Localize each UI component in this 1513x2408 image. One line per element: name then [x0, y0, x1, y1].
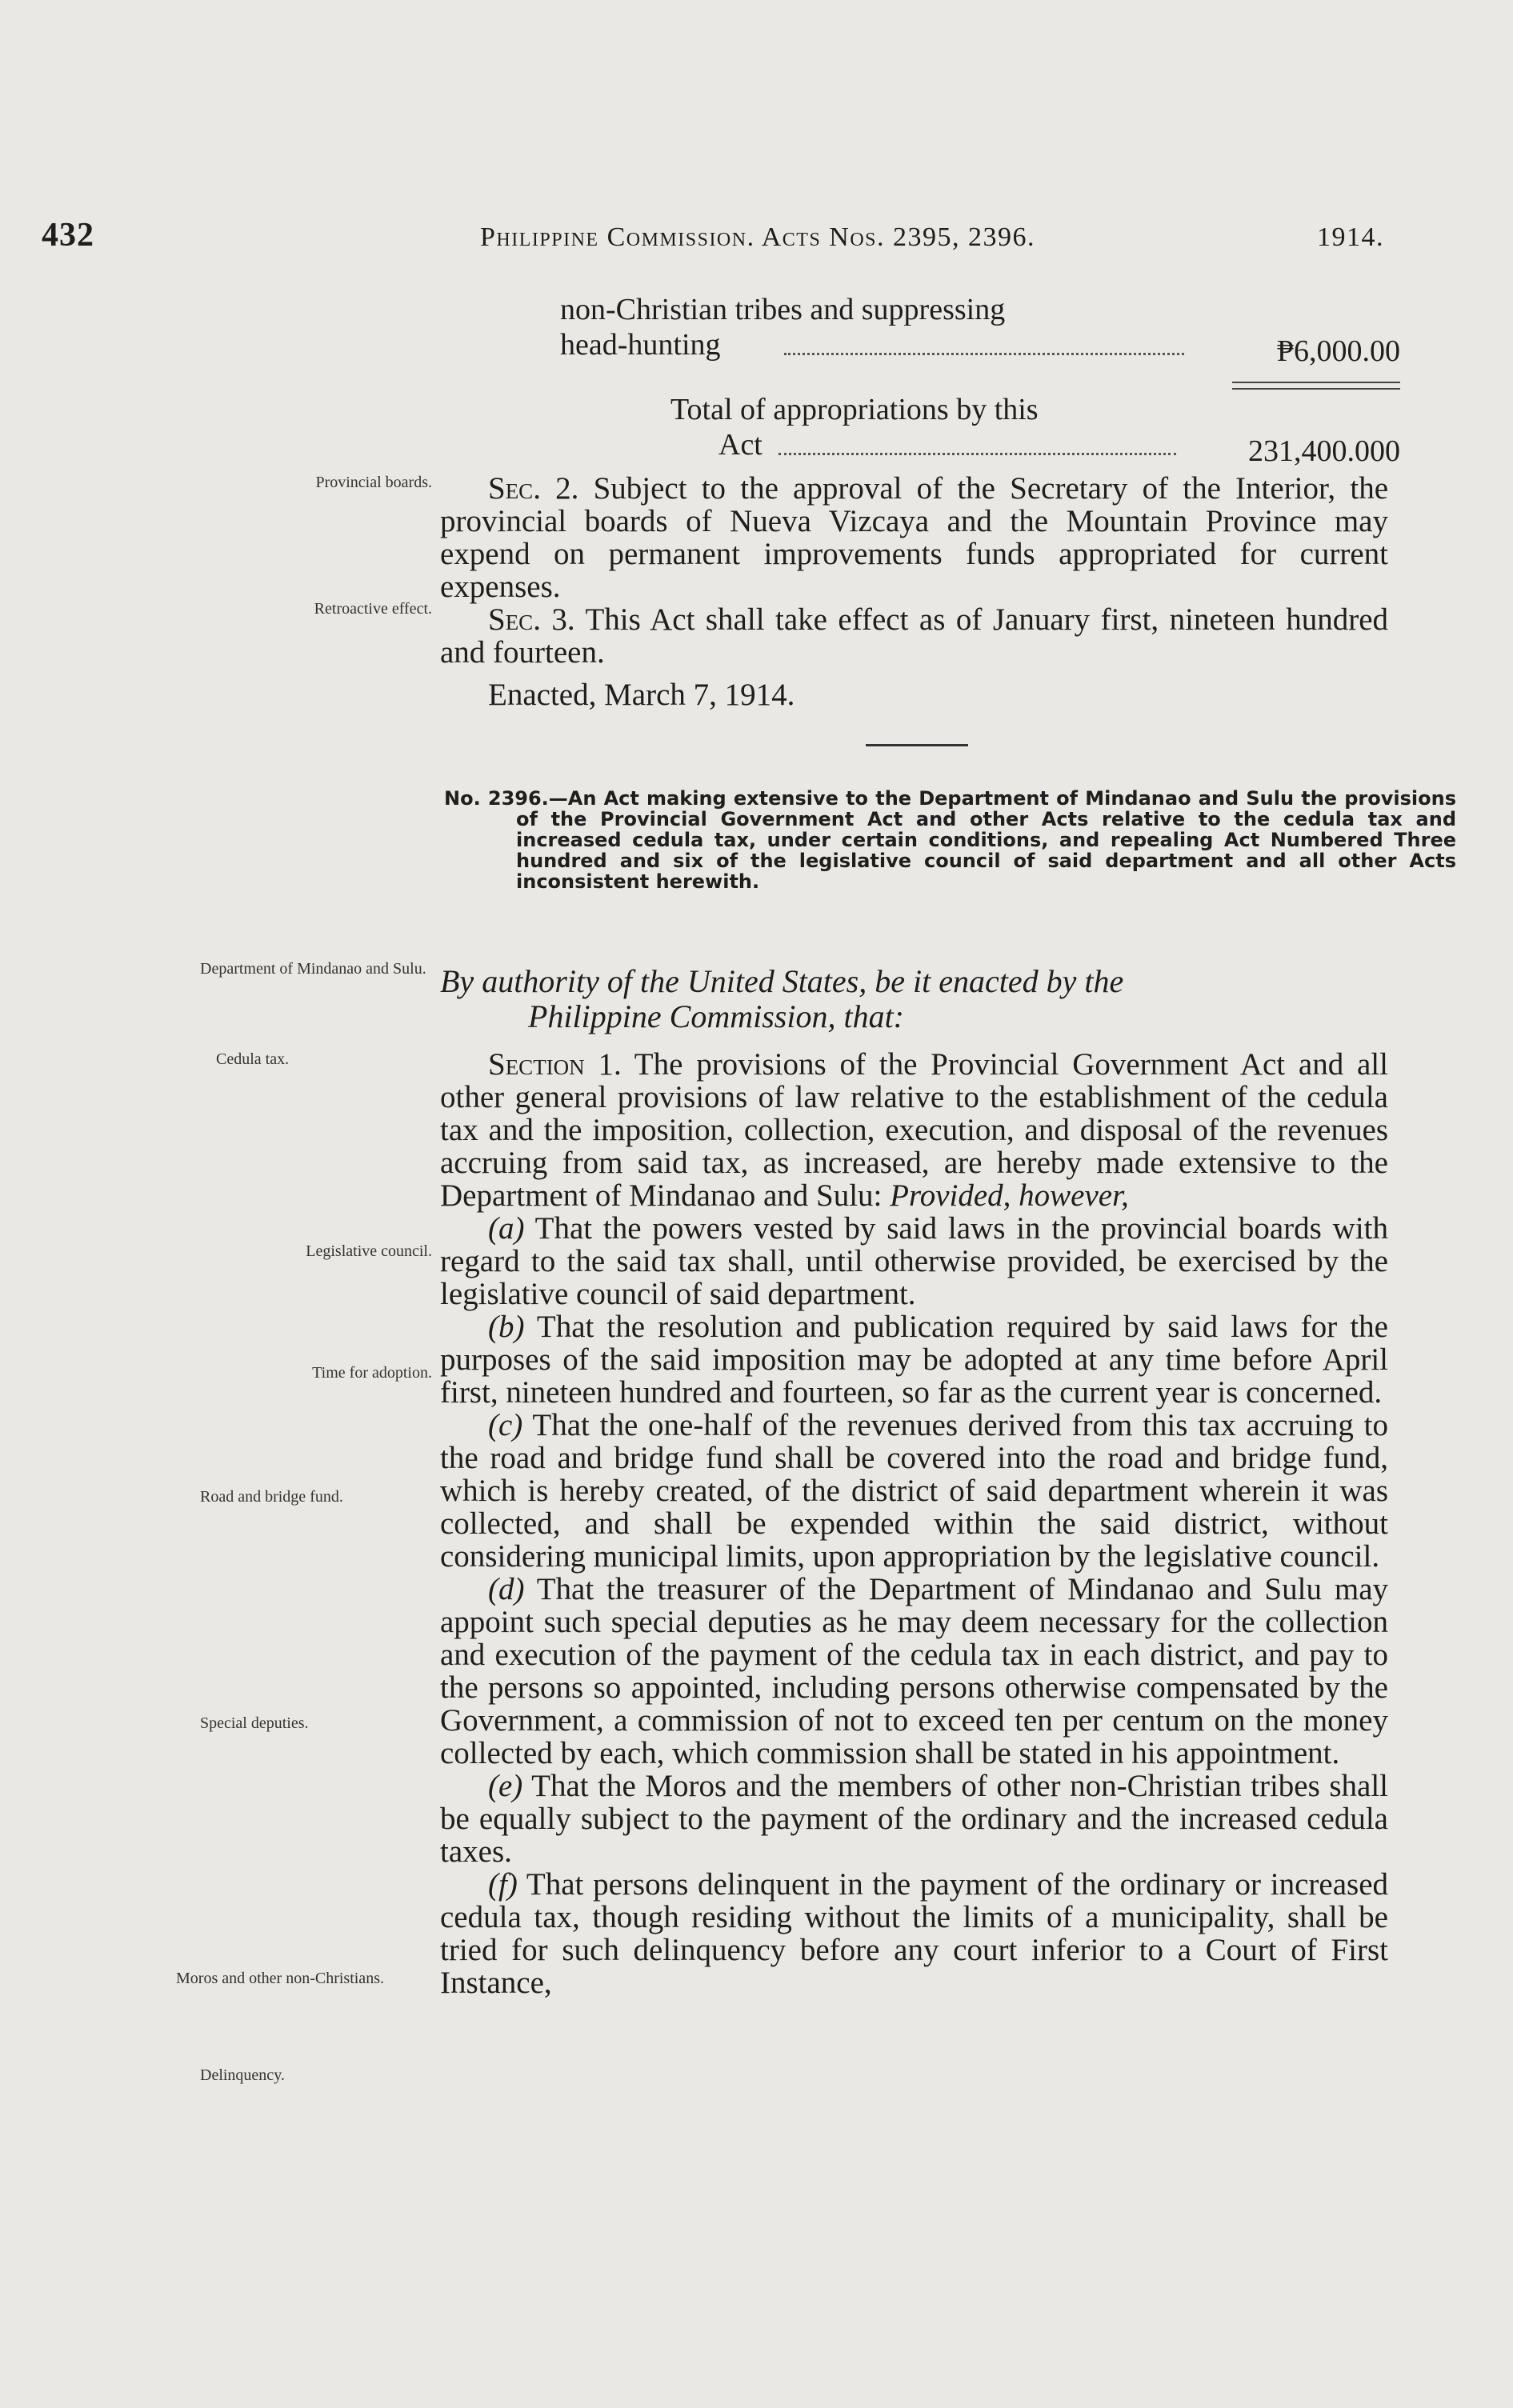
margin-note-road-bridge-fund: Road and bridge fund. — [200, 1488, 343, 1506]
clause-e: (e) That the Moros and the members of other non-Christian tribes shall be equally subject to the payment of the ordinary and the increased cedula taxes. — [440, 1769, 1388, 1869]
margin-note-cedula-tax: Cedula tax. — [216, 1050, 290, 1068]
running-head-year: 1914. — [1317, 222, 1384, 252]
margin-note-delinquency: Delinquency. — [200, 2066, 285, 2084]
leader-dots — [779, 453, 1176, 455]
appropriation-total-line1: Total of appropriations by this — [670, 393, 1039, 426]
act-separator-rule — [866, 744, 968, 746]
page-number: 432 — [42, 217, 94, 254]
clause-b: (b) That the resolution and publication required by said laws for the purposes of the said imposition may be adopted at any time before April first, nineteen hundred and fourteen, so far as the current year is concerned. — [440, 1310, 1388, 1410]
running-head — [480, 222, 1384, 253]
act-2395-closing — [440, 472, 1388, 711]
margin-note-legislative-council: Legislative council. — [306, 1242, 432, 1260]
clause-d: (d) That the treasurer of the Department of Mindanao and Sulu may appoint such special deputies as he may deem necessary for the collection and execution of the payment of the cedula tax in each district, and pay to the persons so appointed, including persons otherwise compensated by the Government, a commission of not to exceed ten per centum on the money collected by each, which commission shall be stated in his appointment. — [440, 1572, 1389, 1770]
act-2396-body — [440, 1048, 1388, 1999]
leader-dots — [784, 353, 1184, 355]
item-amount: ₱6,000.00 — [1276, 334, 1400, 368]
running-head-title: Philippine Commission. Acts Nos. 2395, 2396. — [480, 222, 1036, 252]
total-amount: 231,400.000 — [1248, 434, 1400, 468]
enacted-date: Enacted, March 7, 1914. — [488, 678, 795, 712]
margin-note-retroactive-effect: Retroactive effect. — [314, 600, 432, 618]
enacting-clause: By authority of the United States, be it enacted by the Philippine Commission, that: — [440, 963, 1124, 1034]
margin-note-time-for-adoption: Time for adoption. — [312, 1364, 432, 1382]
act-2396-title: No. 2396.—An Act making extensive to the Department of Mindanao and Sulu the provisions of the Provincial Government Act and other Acts relative to the cedula tax and increased cedula tax, under certain conditions, and repealing Act Numbered Three hundred and six of the legislative council of said department and all other Acts inconsistent herewith. — [444, 787, 1456, 893]
margin-note-moros: Moros and other non-Christians. — [176, 1970, 384, 1987]
margin-note-special-deputies: Special deputies. — [200, 1714, 309, 1732]
appropriation-item-line1: non-Christian tribes and suppressing — [560, 293, 1006, 326]
total-double-rule — [1232, 382, 1400, 390]
section-1: Section 1. The provisions of the Provincial Government Act and all other general provisions of law relative to the establishment of the cedula tax and the imposition, collection, execution, and disposal of the revenues accruing from said tax, as increased, are hereby made extensive to the Department of Mindanao and Sulu: Provided, however, — [440, 1047, 1388, 1213]
section-3: Sec. 3. This Act shall take effect as of January first, nineteen hundred and fourteen. — [440, 602, 1388, 670]
section-2: Sec. 2. Subject to the approval of the Secretary of the Interior, the provincial boards of Nueva Vizcaya and the Mountain Province may expend on permanent improvements funds appropriated for current expenses. — [440, 471, 1389, 604]
margin-note-department: Department of Mindanao and Sulu. — [200, 960, 426, 978]
clause-f: (f) That persons delinquent in the payment of the ordinary or increased cedula tax, though residing without the limits of a municipality, shall be tried for such delinquency before any court inferior to a Court of First Instance, — [440, 1867, 1389, 2000]
appropriation-total-line2: Act 231,400.000 — [718, 428, 1400, 468]
clause-c: (c) That the one-half of the revenues derived from this tax accruing to the road and bridge fund shall be covered into the road and bridge fund, which is hereby created, of the district of said department wherein it was collected, and shall be expended within the said district, without considering municipal limits, upon appropriation by the legislative council. — [440, 1408, 1389, 1574]
clause-a: (a) That the powers vested by said laws in the provincial boards with regard to the said tax shall, until otherwise provided, be exercised by the legislative council of said department. — [440, 1211, 1388, 1311]
appropriation-item-line2: head-hunting ₱6,000.00 — [560, 328, 1400, 368]
margin-note-provincial-boards: Provincial boards. — [315, 474, 432, 491]
